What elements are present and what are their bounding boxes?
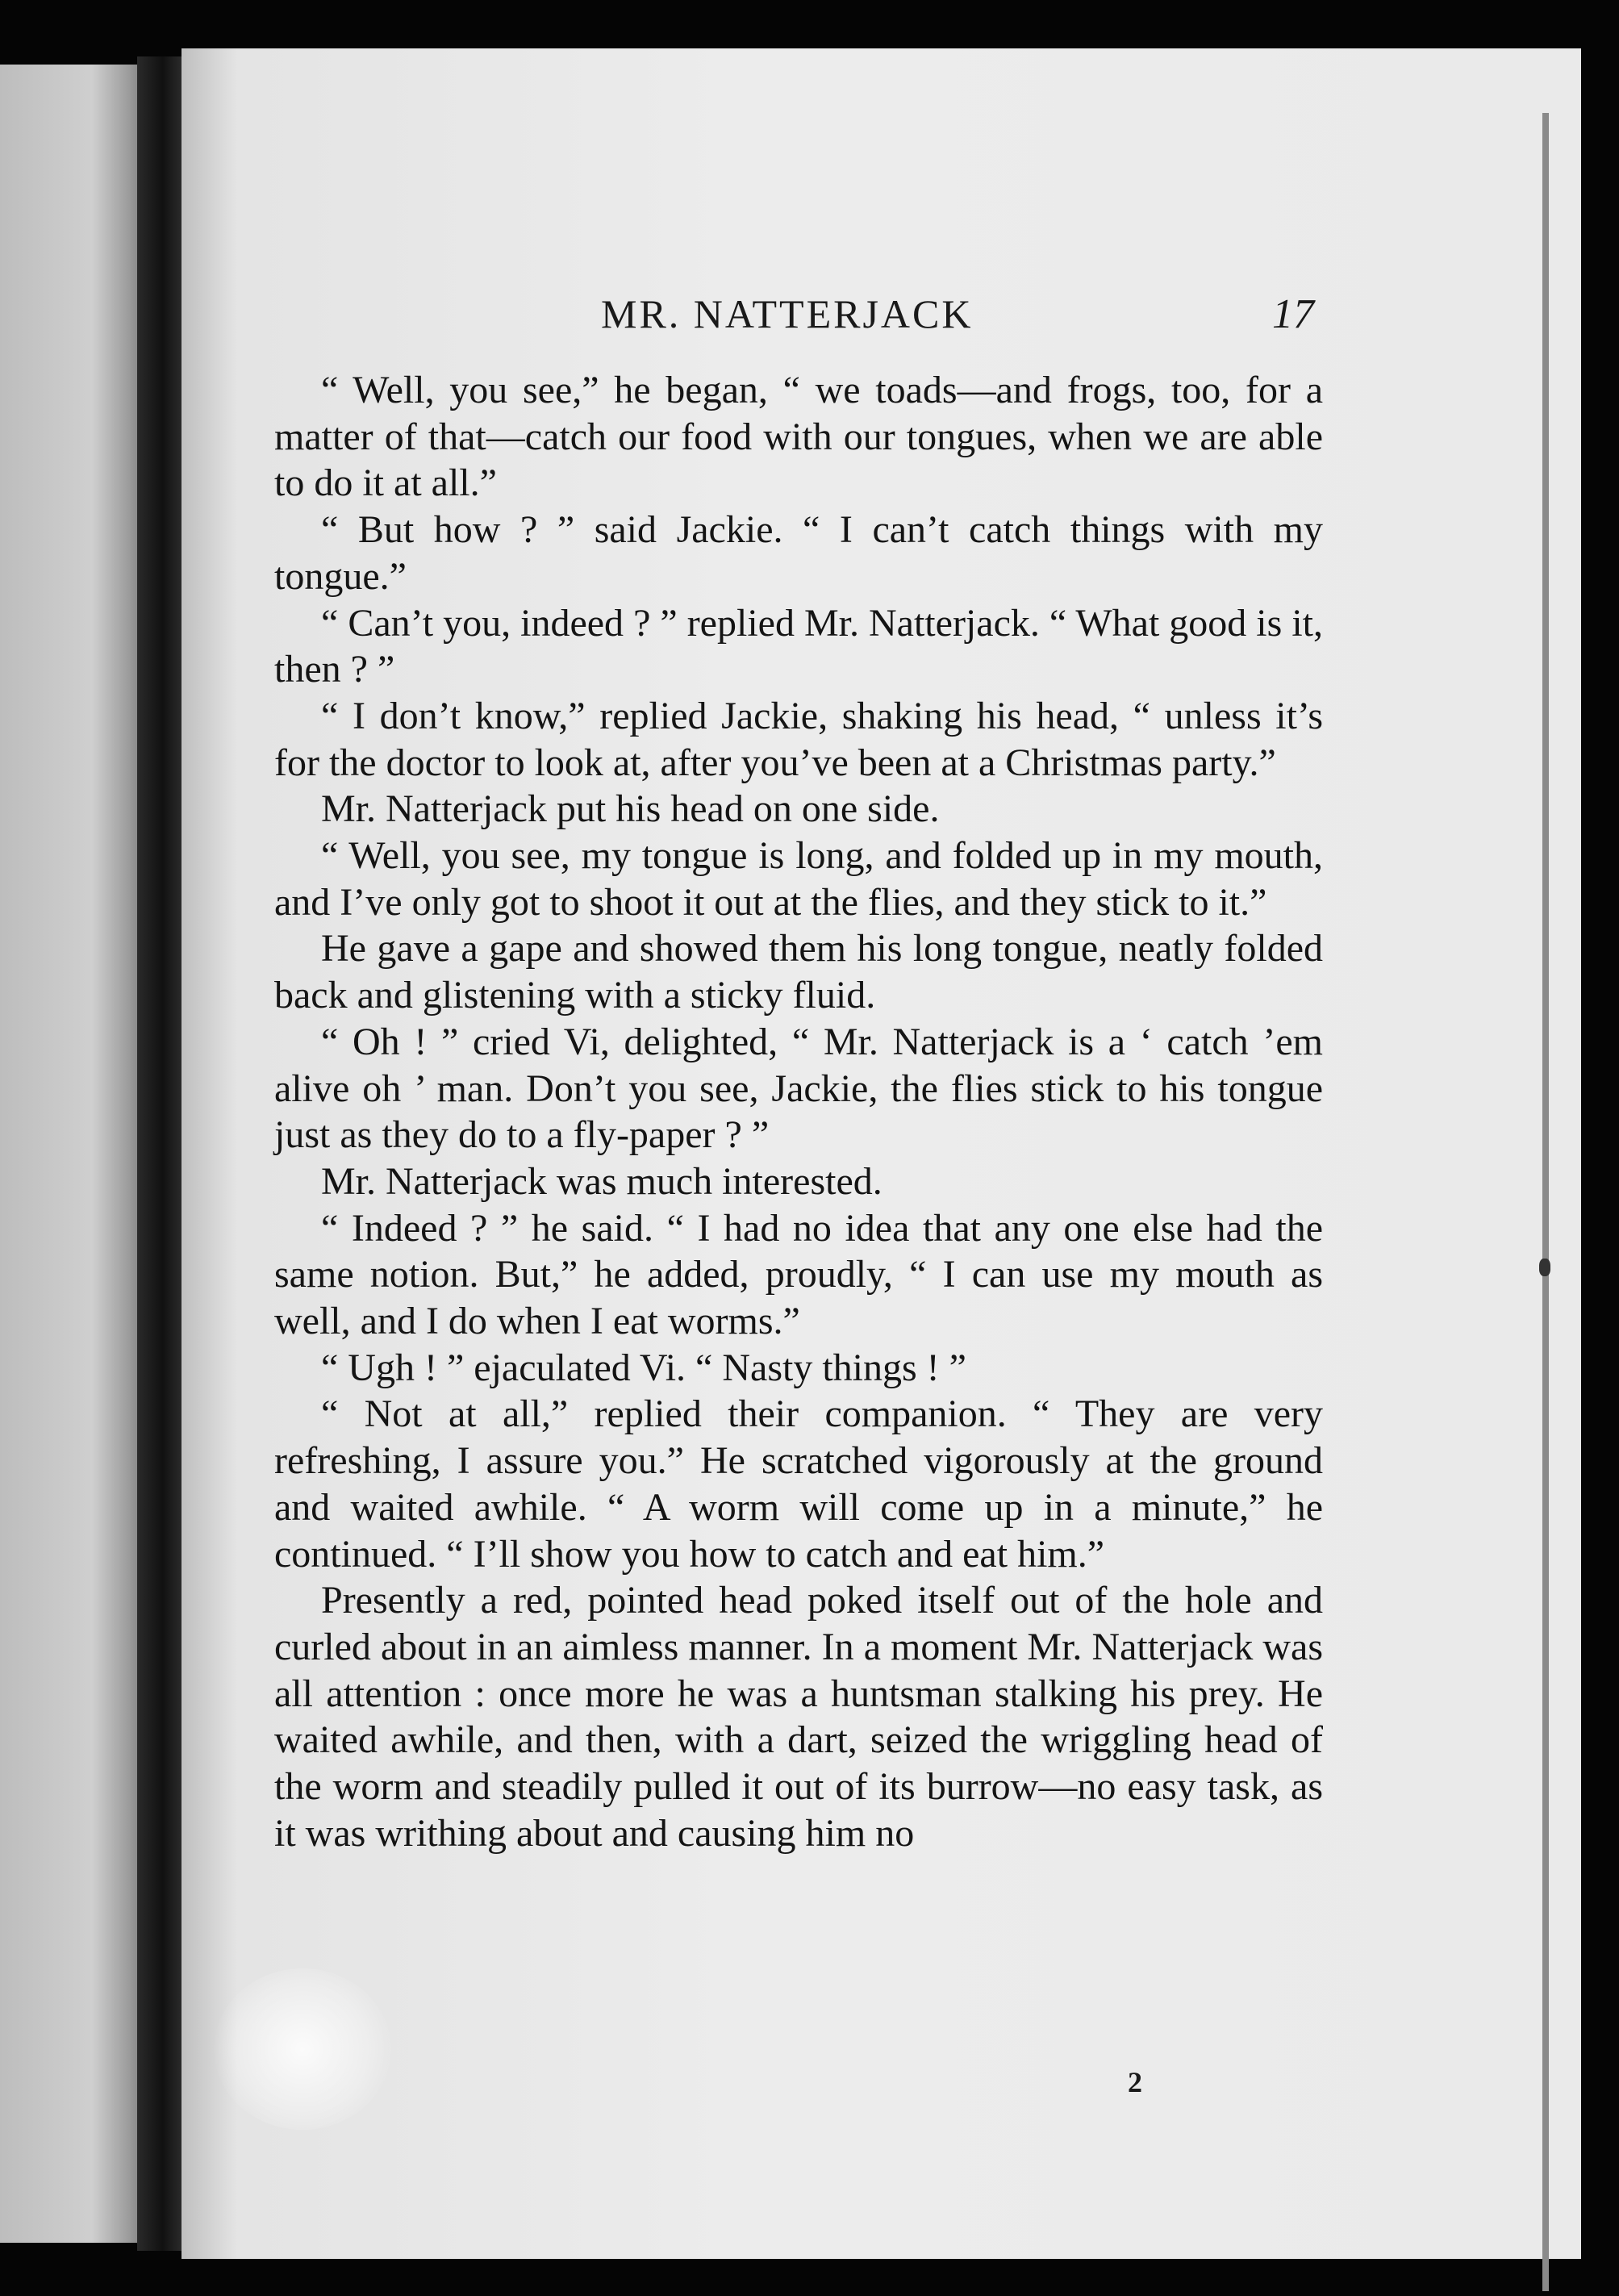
paragraph: Presently a red, pointed head poked itself out of the hole and curled about in an aimless manner. In a moment Mr. Natterjack was all attention : once more he was a huntsman stalking his prey. He waited awhile, and then, with a dart, seized the wriggling head of the worm and steadily pulled it out of its burrow—no easy task, as it was writhing about and causing him no	[274, 1579, 1323, 1855]
paragraph: “ Can’t you, indeed ? ” replied Mr. Natterjack. “ What good is it, then ? ”	[274, 601, 1323, 691]
paragraph: “ Not at all,” replied their companion. “ They are very refreshing, I assure you.” He scratched vigorously at the ground and waited awhile. “ A worm will come up in a minute,” he continued. “ I’ll show you how to catch and eat him.”	[274, 1392, 1323, 1576]
paragraph: Mr. Natterjack put his head on one side.	[321, 787, 940, 831]
page-header	[182, 290, 1581, 347]
scan-blotch	[214, 1968, 391, 2130]
running-title: MR. NATTERJACK	[601, 291, 974, 336]
paragraph: He gave a gape and showed them his long tongue, neatly folded back and glistening with a sticky fluid.	[274, 927, 1323, 1017]
signature-mark: 2	[1128, 2066, 1142, 2098]
paragraph: “ Well, you see, my tongue is long, and folded up in my mouth, and I’ve only got to shoot it out at the flies, and they stick to it.”	[274, 834, 1323, 924]
body-text	[274, 367, 1323, 1857]
page-right-edge	[1542, 113, 1549, 2291]
paragraph: “ But how ? ” said Jackie. “ I can’t catch things with my tongue.”	[274, 508, 1323, 598]
left-page-edge	[0, 65, 153, 2243]
paragraph: “ Ugh ! ” ejaculated Vi. “ Nasty things ! ”	[321, 1346, 966, 1389]
book-page	[182, 48, 1581, 2259]
paragraph: “ Indeed ? ” he said. “ I had no idea that any one else had the same notion. But,” he added, proudly, “ I can use my mouth as well, and I do when I eat worms.”	[274, 1206, 1323, 1343]
scan-speck	[1539, 1259, 1550, 1276]
paragraph: Mr. Natterjack was much interested.	[321, 1159, 883, 1203]
paragraph: “ I don’t know,” replied Jackie, shaking his head, “ unless it’s for the doctor to look at, after you’ve been at a Christmas party.”	[274, 694, 1323, 784]
paragraph: “ Oh ! ” cried Vi, delighted, “ Mr. Natterjack is a ‘ catch ’em alive oh ’ man. Don’t you see, Jackie, the flies stick to his tongue just as they do to a fly-paper ? ”	[274, 1020, 1323, 1157]
page-number: 17	[1272, 291, 1314, 337]
paragraph: “ Well, you see,” he began, “ we toads—and frogs, too, for a matter of that—catch our food with our tongues, when we are able to do it at all.”	[274, 369, 1323, 505]
